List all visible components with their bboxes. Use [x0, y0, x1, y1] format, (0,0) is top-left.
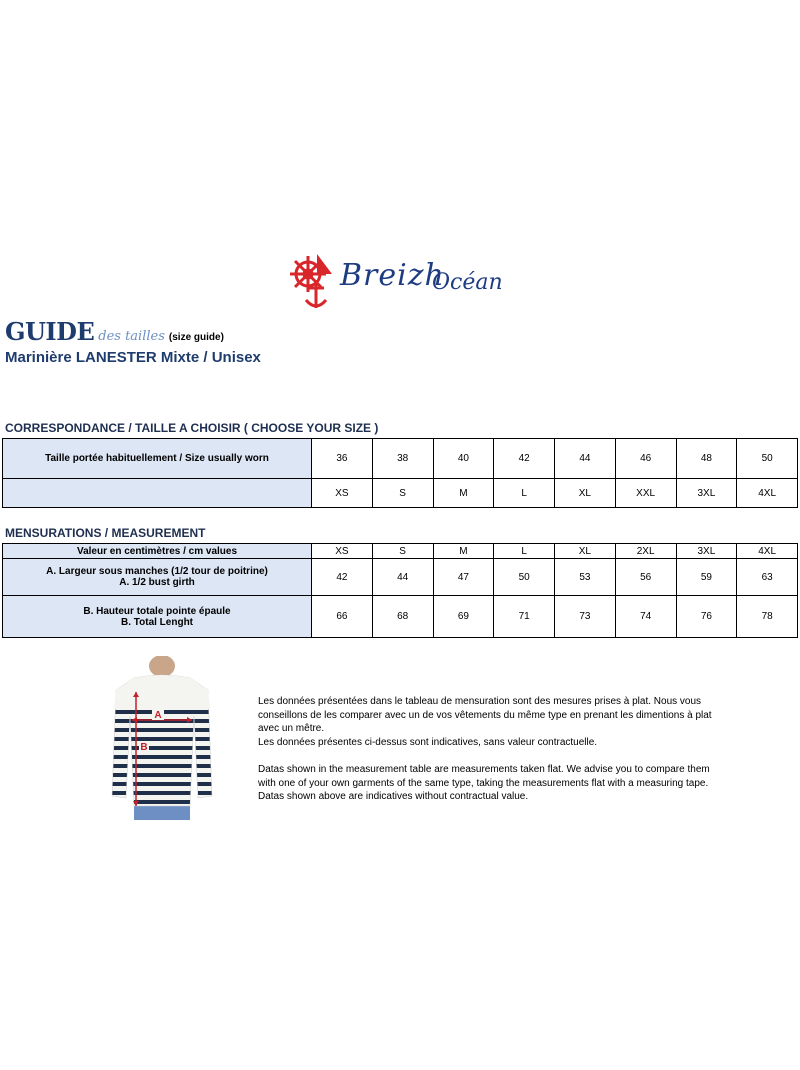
correspondance-title: CORRESPONDANCE / TAILLE A CHOISIR ( CHOOSE YOUR SIZE ) — [5, 421, 379, 435]
bust-girth-value: 50 — [494, 559, 555, 596]
measurement-table — [2, 543, 798, 638]
total-length-row — [3, 596, 798, 638]
bust-girth-label-en: A. 1/2 bust girth — [119, 577, 195, 588]
total-length-value: 78 — [737, 596, 798, 638]
choose-size-label — [3, 479, 312, 508]
choose-size-cell: XXL — [615, 479, 676, 508]
choose-size-cell: 3XL — [676, 479, 737, 508]
head-shape — [149, 656, 175, 677]
description-fr-line: Les données présentes ci-dessus sont indicatives, sans valeur contractuelle. — [258, 736, 598, 748]
jeans-shape — [134, 804, 190, 820]
label-b: B — [140, 742, 148, 753]
description-en-line: Datas shown in the measurement table are measurements taken flat. We advise you to compare them — [258, 764, 710, 775]
guide-size-guide: (size guide) — [168, 332, 224, 343]
total-length-value: 69 — [433, 596, 494, 638]
measurement-size-header: M — [433, 544, 494, 559]
total-length-value: 76 — [676, 596, 737, 638]
bust-girth-value: 59 — [676, 559, 737, 596]
total-length-value: 66 — [312, 596, 373, 638]
choose-size-row — [3, 479, 798, 508]
bust-girth-value: 47 — [433, 559, 494, 596]
worn-size-row — [3, 439, 798, 479]
correspondance-table — [2, 438, 798, 508]
total-length-value: 74 — [615, 596, 676, 638]
description-fr — [258, 695, 738, 749]
ship-wheel-anchor-icon — [284, 250, 344, 314]
bust-girth-value: 42 — [312, 559, 373, 596]
bust-girth-value: 53 — [555, 559, 616, 596]
description-fr-line: avec un mêtre. — [258, 723, 325, 734]
guide-des-tailles: des tailles — [98, 329, 165, 344]
bust-girth-value: 44 — [372, 559, 433, 596]
striped-shirt-illustration — [104, 656, 220, 820]
worn-size-cell: 48 — [676, 439, 737, 479]
product-title: Marinière LANESTER Mixte / Unisex — [5, 349, 261, 366]
bust-girth-value: 56 — [615, 559, 676, 596]
total-length-label-fr: B. Hauteur totale pointe épaule — [83, 605, 231, 617]
brand-logo — [284, 250, 524, 314]
total-length-label — [3, 596, 312, 638]
worn-size-cell: 42 — [494, 439, 555, 479]
bust-girth-value: 63 — [737, 559, 798, 596]
bust-girth-label — [3, 559, 312, 596]
shirt-yoke — [114, 675, 210, 708]
measurement-size-header: XL — [555, 544, 616, 559]
worn-size-cell: 46 — [615, 439, 676, 479]
measurement-size-header: 2XL — [615, 544, 676, 559]
worn-size-cell: 50 — [737, 439, 798, 479]
total-length-label-en: B. Total Lenght — [120, 616, 194, 628]
measurement-title: MENSURATIONS / MEASUREMENT — [5, 526, 206, 540]
measurement-header-row — [3, 544, 798, 559]
worn-size-cell: 38 — [372, 439, 433, 479]
measurement-size-header: XS — [312, 544, 373, 559]
description-en — [258, 763, 738, 804]
bust-girth-label-fr: A. Largeur sous manches (1/2 tour de poitrine) — [46, 566, 268, 577]
description-fr-line: Les données présentées dans le tableau de mensuration sont des mesures prises à plat. Nous vous — [258, 696, 702, 707]
choose-size-cell: M — [433, 479, 494, 508]
total-length-value: 73 — [555, 596, 616, 638]
worn-size-label: Taille portée habituellement / Size usually worn — [3, 439, 312, 479]
guide-word: GUIDE — [5, 317, 95, 346]
guide-title — [5, 317, 224, 346]
description-en-line: Datas shown above are indicatives without contractual value. — [258, 791, 529, 802]
total-length-value: 71 — [494, 596, 555, 638]
worn-size-cell: 36 — [312, 439, 373, 479]
measurement-size-header: 4XL — [737, 544, 798, 559]
description-fr-line: conseillons de les comparer avec un de vos vêtements du même type en prenant les dimentions à plat — [258, 709, 712, 721]
bust-girth-row — [3, 559, 798, 596]
label-a: A — [154, 710, 162, 721]
choose-size-cell: L — [494, 479, 555, 508]
measurement-size-header: 3XL — [676, 544, 737, 559]
choose-size-cell: 4XL — [737, 479, 798, 508]
description-en-line: with one of your own garments of the same type, taking the measurements flat with a measuring tape. — [258, 777, 709, 789]
measurement-size-header: S — [372, 544, 433, 559]
measurement-size-header: L — [494, 544, 555, 559]
total-length-value: 68 — [372, 596, 433, 638]
brand-name-part1: Breizh — [340, 258, 445, 293]
worn-size-cell: 44 — [555, 439, 616, 479]
choose-size-cell: S — [372, 479, 433, 508]
choose-size-cell: XS — [312, 479, 373, 508]
choose-size-cell: XL — [555, 479, 616, 508]
measurement-header-label: Valeur en centimètres / cm values — [3, 544, 312, 559]
brand-name-part2: Océan — [432, 270, 503, 295]
worn-size-cell: 40 — [433, 439, 494, 479]
